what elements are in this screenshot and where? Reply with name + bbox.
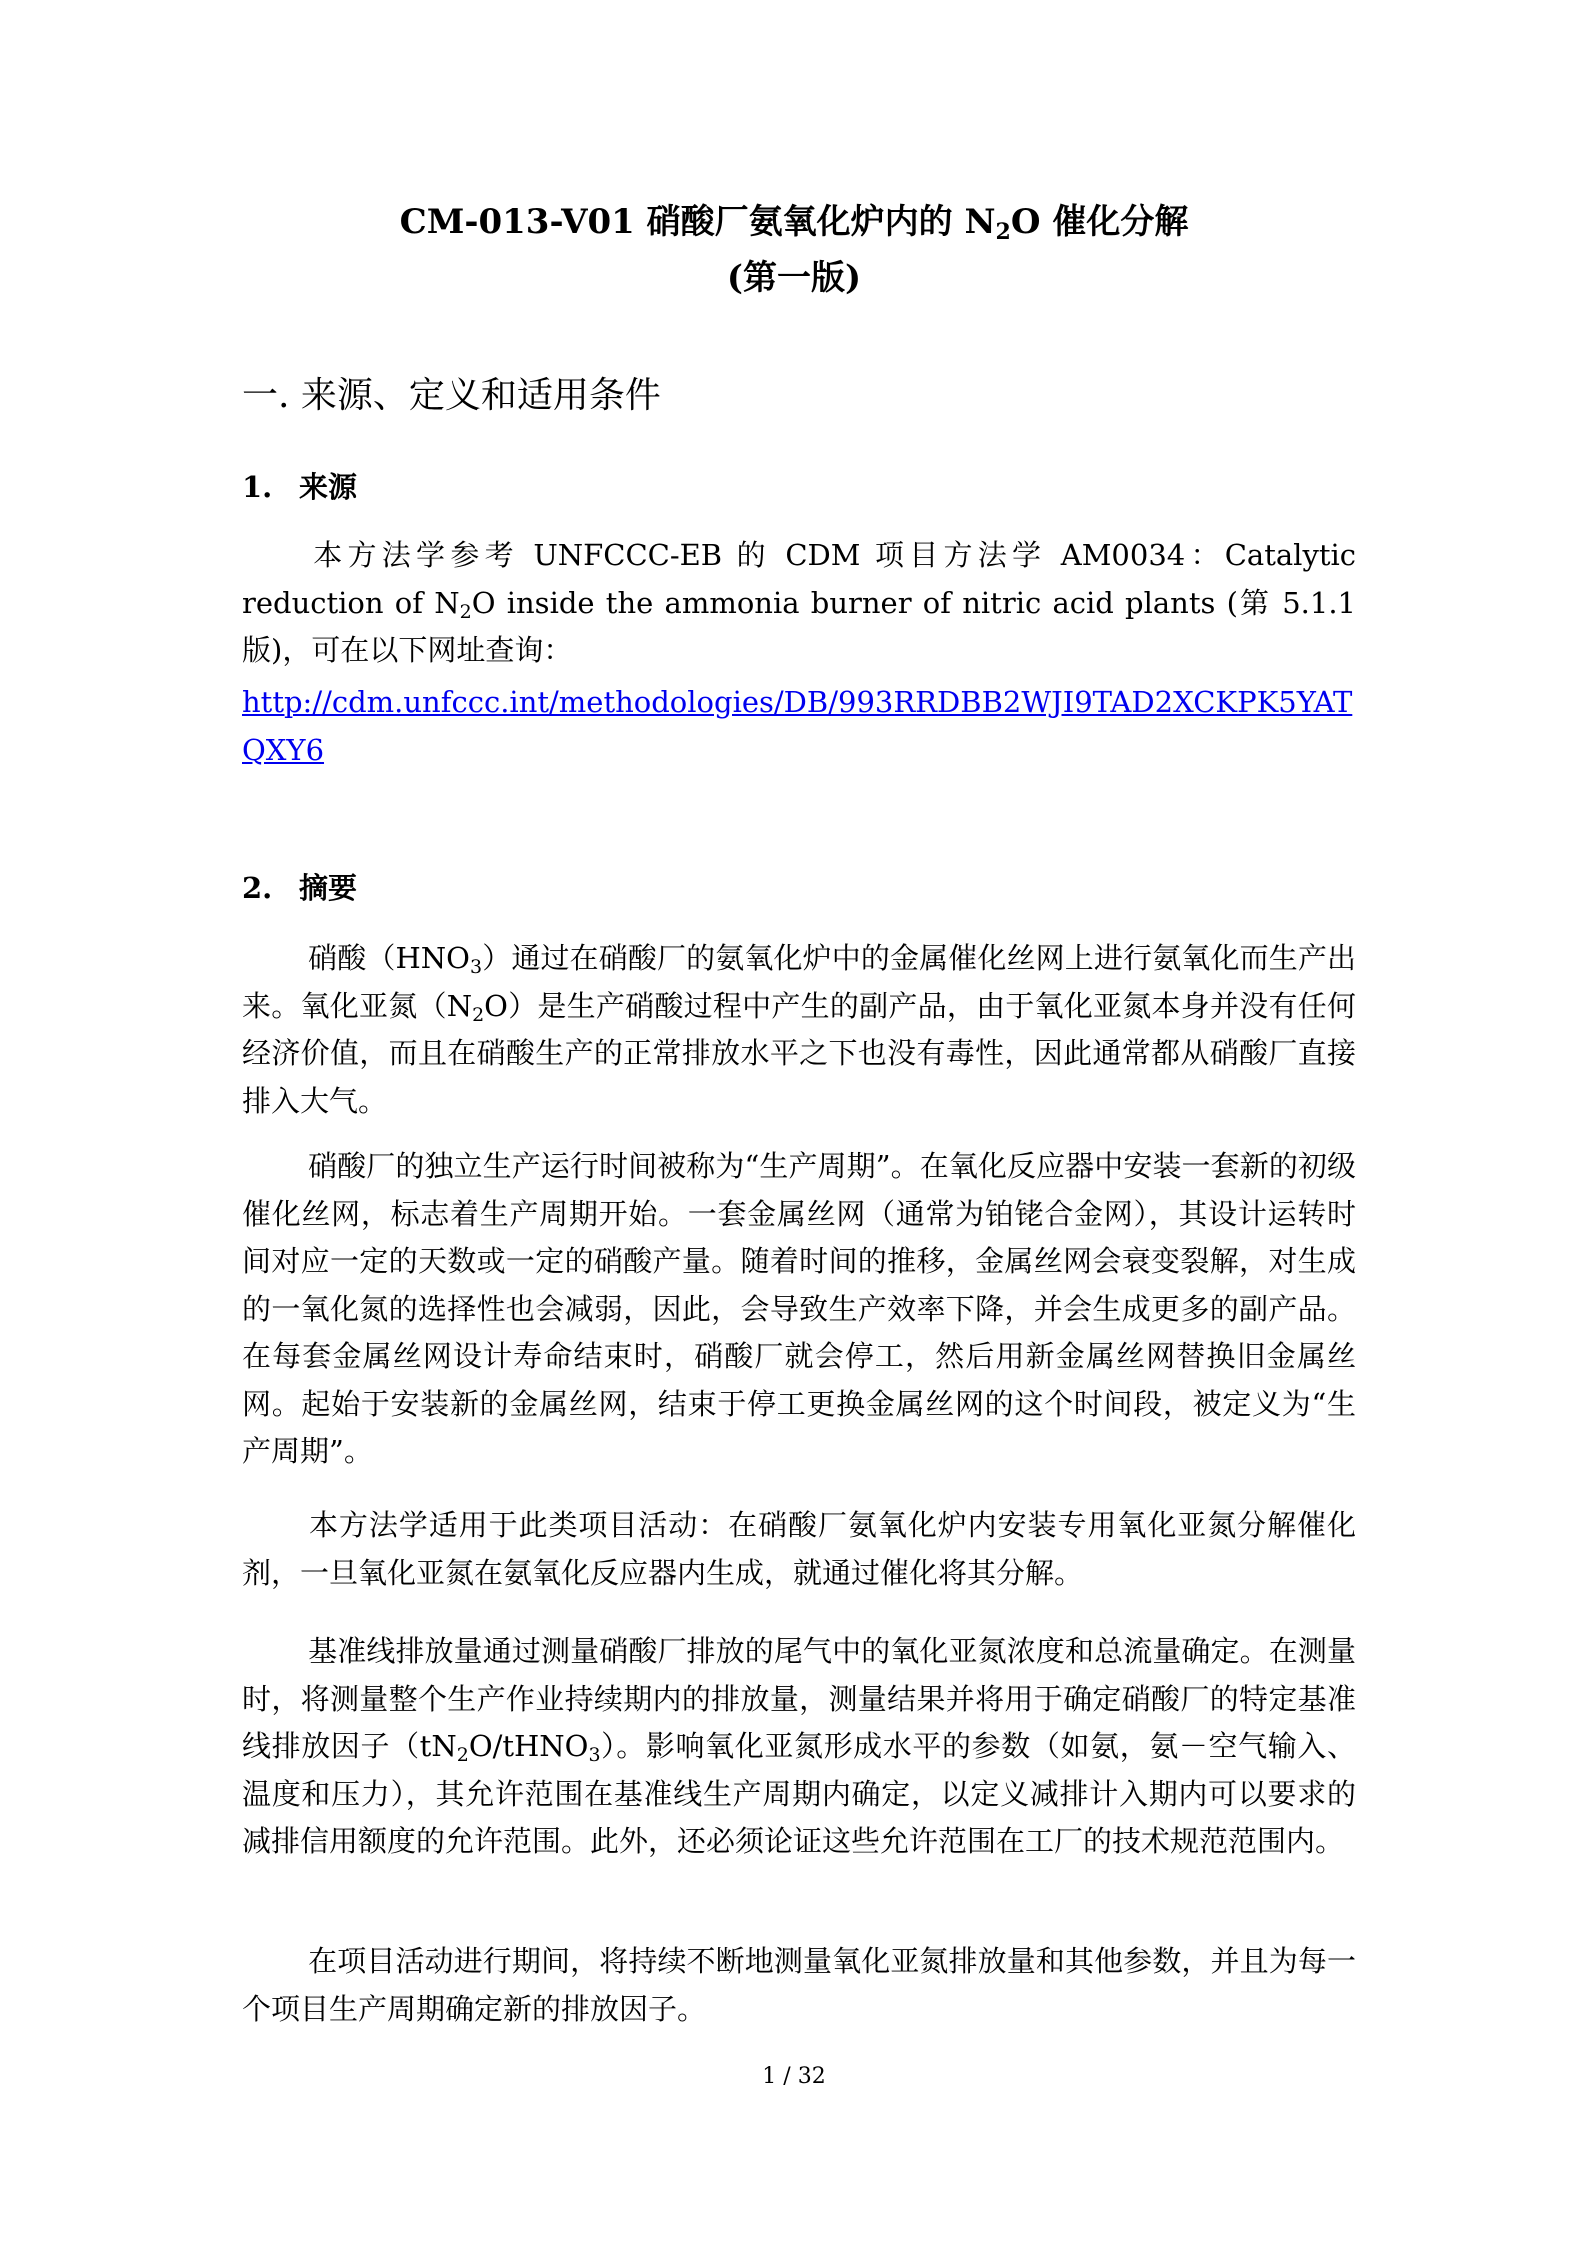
subsection-title: 摘要 (299, 871, 358, 905)
p4-text-c: ）。影响氧化亚氮形成水平的参数（如氨，氨－空气输入、温度和压力），其允许范围在基准线生产周期内确定，以定义减排计入期内可以要求的减排信用额度的允许范围。此外，还必须论证这些允许范围在工厂的技术规范范围内。 (242, 1729, 1356, 1858)
summary-paragraph-1 (242, 935, 1356, 1125)
p4-text-a: 基准线排放量通过测量硝酸厂排放的尾气中的氧化亚氮浓度和总流量确定。在测量时，将测量整个生产作业持续期内的排放量，测量结果并将用于确定硝酸厂的特定基准线排放因子（tN (242, 1634, 1356, 1763)
document-edition: (第一版) (726, 258, 862, 298)
p1-text-a: 硝酸（HNO (308, 941, 470, 975)
subsection-number: 1. (242, 470, 273, 504)
p1-text-b: ）通过在硝酸厂的氨氧化炉中的金属催化丝网上进行氨氧化而生产出来。氧化亚氮（N (242, 941, 1356, 1023)
p1-subscript-2: 2 (472, 1003, 485, 1026)
p1-subscript-1: 3 (469, 956, 483, 978)
summary-paragraph-3 (242, 1502, 1356, 1597)
subsection-number: 2. (242, 871, 273, 905)
subsection-heading-source (242, 467, 357, 507)
source-paragraph (242, 532, 1356, 675)
summary-paragraph-4 (242, 1628, 1356, 1866)
summary-paragraph-2 (242, 1143, 1356, 1476)
methodology-link[interactable]: http://cdm.unfccc.int/methodologies/DB/993RRDBB2WJI9TAD2XCKPK5YATQXY6 (242, 685, 1353, 767)
p1-text-c: O）是生产硝酸过程中产生的副产品，由于氧化亚氮本身并没有任何经济价值，而且在硝酸生产的正常排放水平之下也没有毒性，因此通常都从硝酸厂直接排入大气。 (242, 988, 1356, 1118)
p5-text: 在项目活动进行期间，将持续不断地测量氧化亚氮排放量和其他参数，并且为每一个项目生产周期确定新的排放因子。 (242, 1944, 1356, 2026)
subsection-title: 来源 (299, 470, 358, 504)
title-line1-prefix: CM-013-V01 硝酸厂氨氧化炉内的 N (399, 202, 996, 242)
source-text-a: 本方法学参考 UNFCCC-EB 的 CDM 项目方法学 AM0034：Catalytic reduction of N (242, 538, 1356, 620)
p4-text-b: O/tHNO (468, 1729, 589, 1763)
p2-text: 硝酸厂的独立生产运行时间被称为“生产周期”。在氧化反应器中安装一套新的初级催化丝网，标志着生产周期开始。一套金属丝网（通常为铂铑合金网），其设计运转时间对应一定的天数或一定的硝酸产量。随着时间的推移，金属丝网会衰变裂解，对生成的一氧化氮的选择性也会减弱，因此，会导致生产效率下降，并会生成更多的副产品。在每套金属丝网设计寿命结束时，硝酸厂就会停工，然后用新金属丝网替换旧金属丝网。起始于安装新的金属丝网，结束于停工更换金属丝网的这个时间段，被定义为“生产周期”。 (242, 1149, 1356, 1468)
source-subscript: 2 (459, 600, 472, 623)
page-number: 1 / 32 (762, 2064, 826, 2089)
p4-subscript-2: 3 (588, 1744, 601, 1766)
title-line1-suffix: O 催化分解 (1010, 202, 1189, 242)
title-subscript: 2 (995, 219, 1011, 245)
p4-subscript-1: 2 (456, 1744, 469, 1766)
document-title (0, 200, 1588, 244)
p3-text: 本方法学适用于此类项目活动：在硝酸厂氨氧化炉内安装专用氧化亚氮分解催化剂，一旦氧化亚氮在氨氧化反应器内生成，就通过催化将其分解。 (242, 1508, 1356, 1590)
section-heading: 一. 来源、定义和适用条件 (242, 375, 661, 416)
summary-paragraph-5 (242, 1938, 1356, 2033)
subsection-heading-summary (242, 868, 357, 908)
source-text-b: O inside the ammonia burner of nitric acid plants (第 5.1.1 版)，可在以下网址查询： (242, 585, 1357, 667)
